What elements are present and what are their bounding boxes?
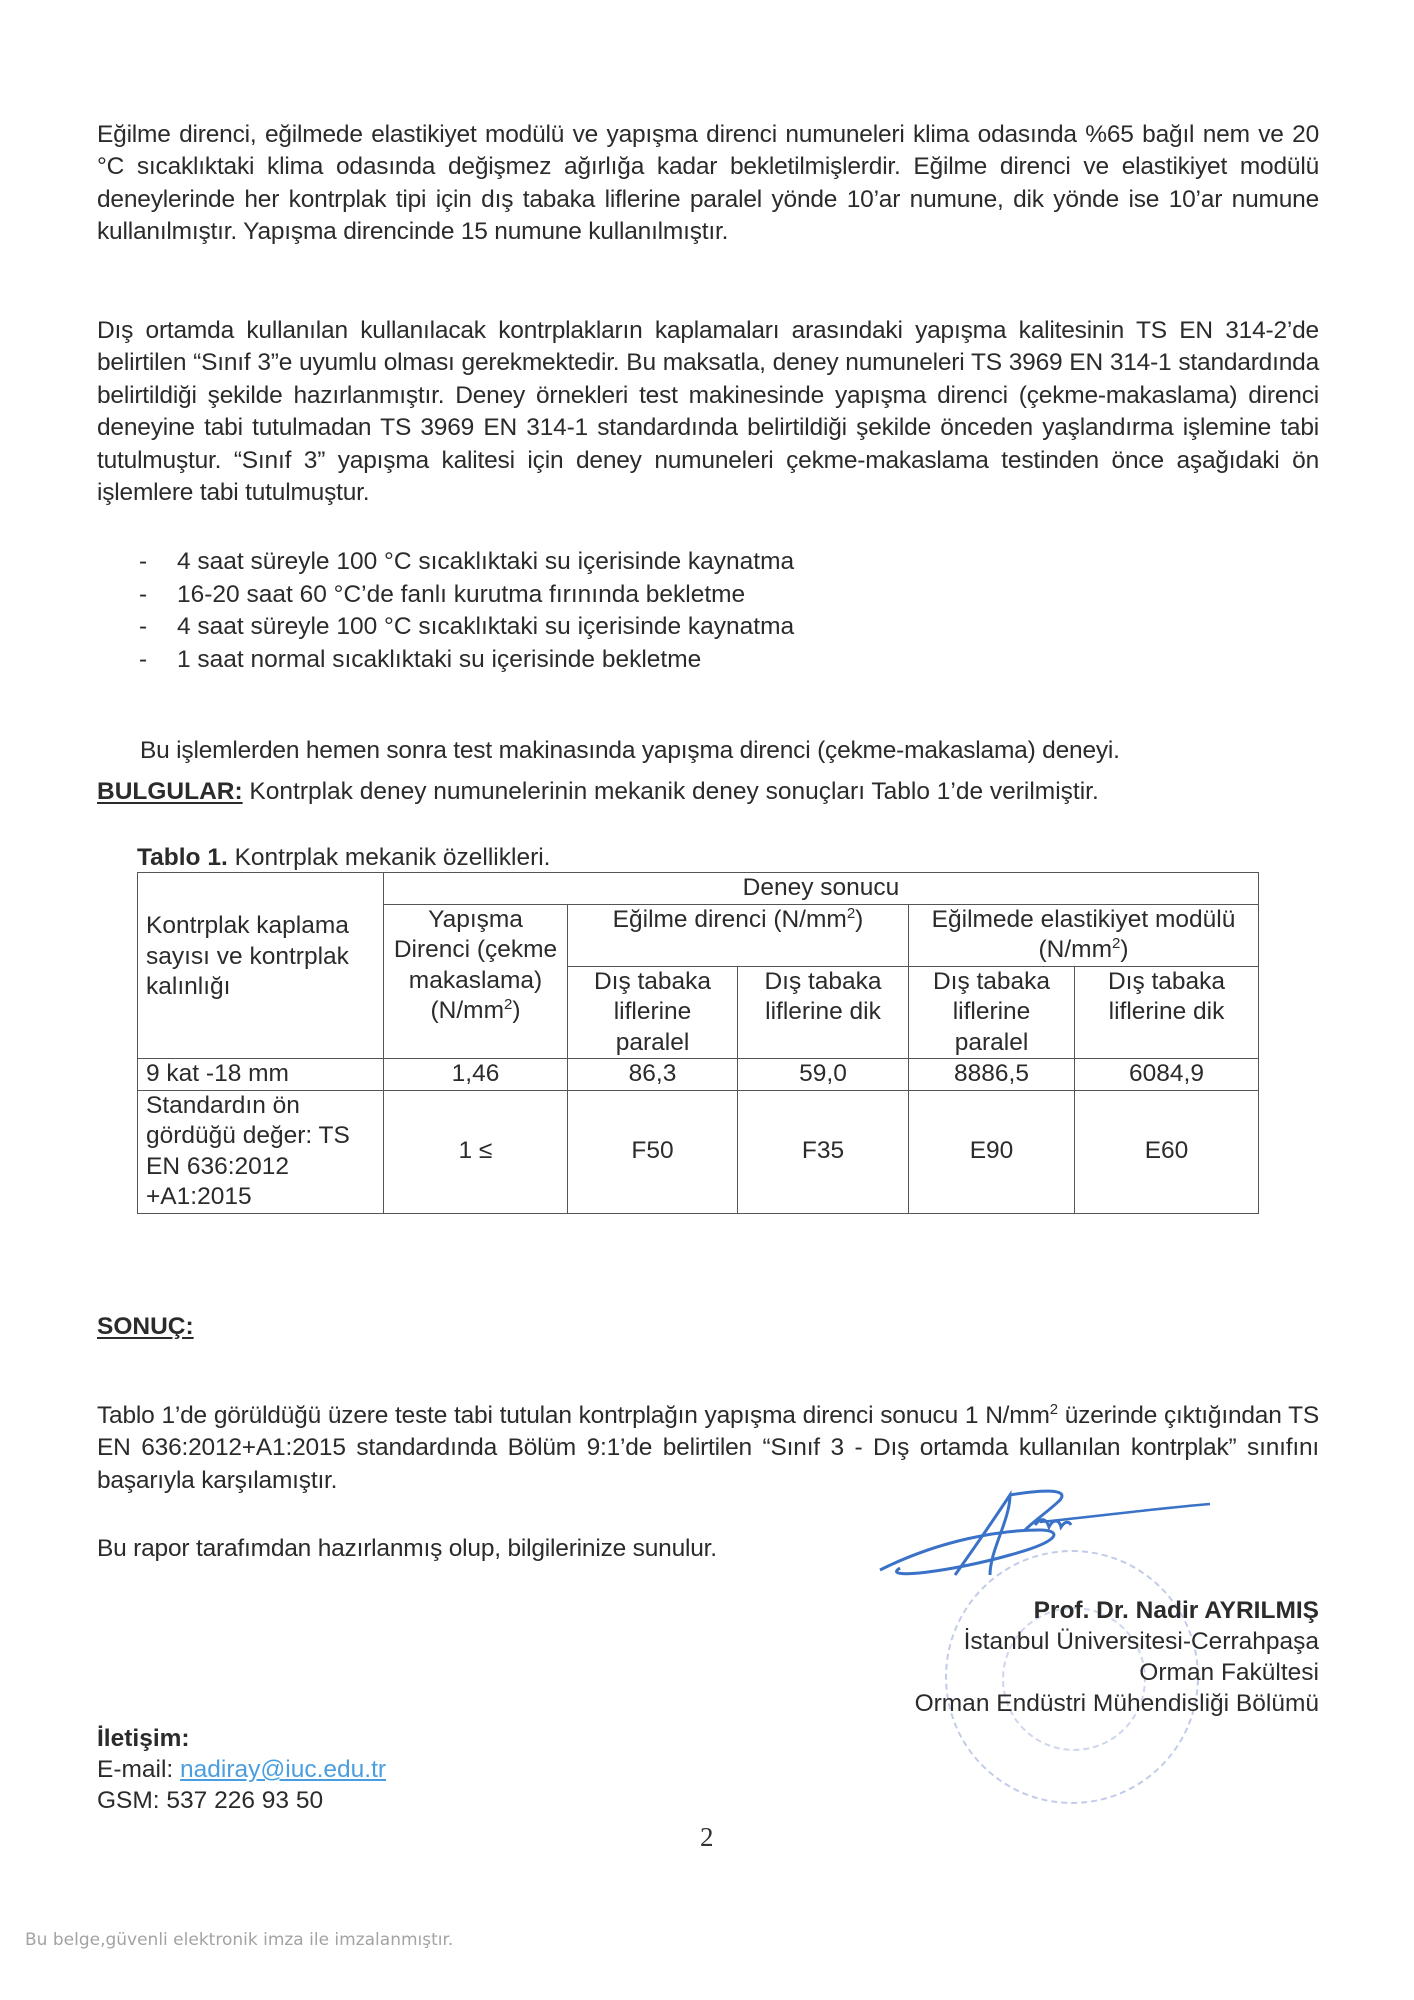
list-item [97,644,794,677]
signatory-faculty: Orman Fakültesi [1139,1659,1319,1686]
signatory-name: Prof. Dr. Nadir AYRILMIŞ [1033,1597,1319,1624]
email-line: E-mail: nadiray@iuc.edu.tr [97,1756,387,1783]
findings-section [97,776,1099,809]
table-row [138,1090,1259,1213]
cell-bond: 1,46 [384,1059,568,1091]
header-moe: Eğilmede elastikiyet modülü $(N/mm^2)$ [909,904,1259,966]
signatory-block [915,1595,1319,1719]
step-text: 4 saat süreyle 100 °C sıcaklıktaki su içerisinde kaynatma [177,613,795,640]
cell-sample: 9 kat -18 mm [138,1059,384,1091]
bullet-dash: - [139,613,148,640]
signatory-university: İstanbul Üniversitesi-Cerrahpaşa [963,1628,1319,1655]
cell-moe-parallel: 8886,5 [909,1059,1075,1091]
header-bond: Yapışma Direnci (çekme makaslama) $(N/mm^2)$ [384,904,568,1059]
table-caption [137,844,550,872]
paragraph-after-steps: Bu işlemlerden hemen sonra test makinasında yapışma direnci (çekme-makaslama) deneyi. [140,736,1120,764]
findings-text: Kontrplak deney numunelerinin mekanik deney sonuçları Tablo 1’de verilmiştir. [242,778,1099,805]
step-text: 4 saat süreyle 100 °C sıcaklıktaki su içerisinde kaynatma [177,548,795,575]
step-text: 1 saat normal sıcaklıktaki su içerisinde bekletme [177,645,702,673]
handwritten-signature-icon [860,1480,1220,1590]
findings-heading: BULGULAR: [97,778,243,805]
header-moe-perpendicular: Dış tabaka liflerine dik [1075,966,1259,1059]
cell-moe-perpendicular: E60 [1075,1090,1259,1213]
header-group: Deney sonucu [384,873,1259,905]
contact-title: İletişim: [97,1725,190,1752]
table-header-row [138,873,1259,905]
gsm-line: GSM: 537 226 93 50 [97,1787,324,1814]
signatory-department: Orman Endüstri Mühendisliği Bölümü [914,1690,1319,1717]
table-caption-text: Kontrplak mekanik özellikleri. [227,844,551,871]
header-bending-perpendicular: Dış tabaka liflerine dik [738,966,909,1059]
cell-bend-perpendicular: 59,0 [738,1059,909,1091]
list-item [97,611,794,644]
results-table [137,872,1259,1214]
header-moe-parallel: Dış tabaka liflerine paralel [909,966,1075,1059]
cell-bend-parallel: 86,3 [568,1059,738,1091]
header-sample: Kontrplak kaplama sayısı ve kontrplak kalınlığı [138,873,384,1059]
contact-section [97,1723,386,1816]
bullet-dash: - [139,548,148,575]
header-bending: Eğilme direnci $(N/mm^2)$ [568,904,909,966]
table-caption-label: Tablo 1. [137,844,228,871]
bullet-dash: - [139,645,148,673]
gsm-number: 537 226 93 50 [166,1787,324,1814]
conclusion-heading: SONUÇ: [97,1313,194,1340]
list-item [97,546,794,579]
page-number: 2 [700,1822,714,1852]
paragraph-conditioning: Eğilme direnci, eğilmede elastikiyet modülü ve yapışma direnci numuneleri klima odasında %65 bağıl nem ve 20 °C sıcaklıktaki klima odasında değişmez ağırlığa kadar bekletilmişlerdir. Eğilme direnci ve elastikiyet modülü deneylerinde her kontrplak tipi için dış tabaka liflerine paralel yönde 10’ar numune, dik yönde ise 10’ar numune kullanılmıştır. Yapışma direncinde 15 numune kullanılmıştır. [97,120,1319,245]
paragraph-conclusion: Tablo 1’de görüldüğü üzere teste tabi tutulan kontrplağın yapışma direnci sonucu 1 $N/mm^2$ üzerinde çıktığından TS EN 636:2012+A1:2015 standardında Bölüm 9:1’de belirtilen “Sınıf 3 - Dış ortamda kullanılan kontrplak” sınıfını başarıyla karşılamıştır. [97,1400,1319,1494]
table-row [138,1059,1259,1091]
cell-bend-parallel: F50 [568,1090,738,1213]
cell-moe-parallel: E90 [909,1090,1075,1213]
pretreatment-steps-list [97,546,794,676]
list-item [97,579,794,612]
bullet-dash: - [139,580,148,608]
cell-bend-perpendicular: F35 [738,1090,909,1213]
email-link[interactable]: nadiray@iuc.edu.tr [180,1756,387,1783]
cell-bond: 1 ≤ [384,1090,568,1213]
cell-moe-perpendicular: 6084,9 [1075,1059,1259,1091]
step-text: 16-20 saat 60 °C’de fanlı kurutma fırınında bekletme [177,580,746,608]
header-bending-parallel: Dış tabaka liflerine paralel [568,966,738,1059]
paragraph-bonding-quality: Dış ortamda kullanılan kullanılacak kontrplakların kaplamaları arasındaki yapışma kalitesinin TS EN 314-2’de belirtilen “Sınıf 3”e uyumlu olması gerekmektedir. Bu maksatla, deney numuneleri TS 3969 EN 314-1 standardında belirtildiği şekilde hazırlanmıştır. Deney örnekleri test makinesinde yapışma direnci (çekme-makaslama) direnci deneyine tabi tutulmadan TS 3969 EN 314-1 standardında belirtildiği şekilde önceden yaşlandırma işlemine tabi tutulmuştur. “Sınıf 3” yapışma kalitesi için deney numuneleri çekme-makaslama testinden önce aşağıdaki ön işlemlere tabi tutulmuştur. [97,316,1319,506]
e-signature-footer-note: Bu belge,güvenli elektronik imza ile imzalanmıştır. [25,1930,454,1950]
cell-sample: Standardın ön gördüğü değer: TS EN 636:2012 +A1:2015 [138,1090,384,1213]
paragraph-closing: Bu rapor tarafımdan hazırlanmış olup, bilgilerinize sunulur. [97,1534,717,1562]
